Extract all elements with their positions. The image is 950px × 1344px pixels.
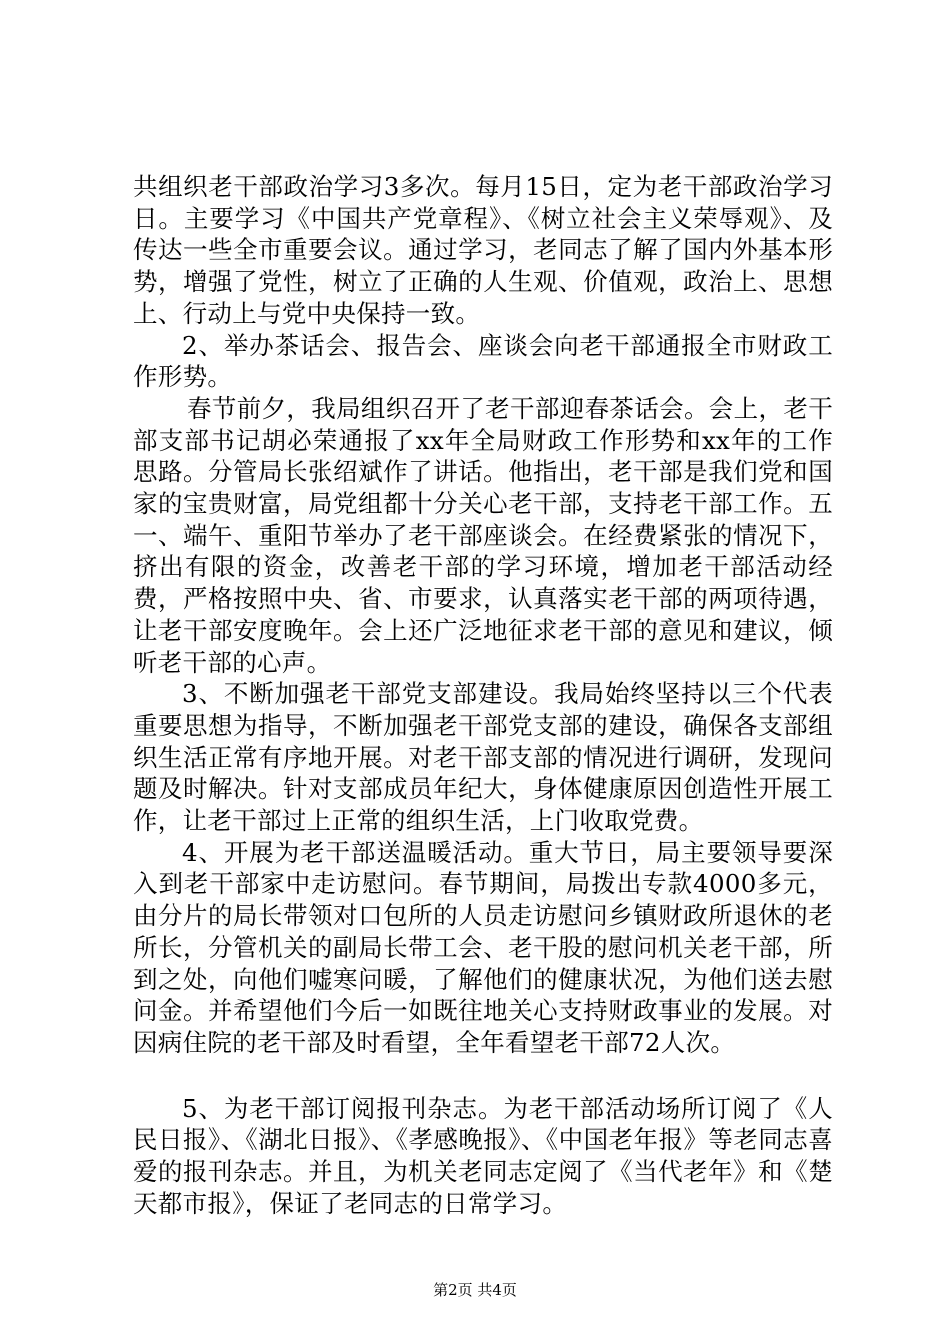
document-body [133,171,833,1220]
paragraph-spring-tea-party: 春节前夕，我局组织召开了老干部迎春茶话会。会上，老干部支部书记胡必荣通报了xx年全局财政工作形势和xx年的工作思路。分管局长张绍斌作了讲话。他指出，老干部是我们党和国家的宝贵财富，局党组都十分关心老干部，支持老干部工作。五一、端午、重阳节举办了老干部座谈会。在经费紧张的情况下，挤出有限的资金，改善老干部的学习环境，增加老干部活动经费，严格按照中央、省、市要求，认真落实老干部的两项待遇，让老干部安度晚年。会上还广泛地征求老干部的意见和建议，倾听老干部的心声。 [133,393,833,677]
paragraph-item-5-newspapers: 5、为老干部订阅报刊杂志。为老干部活动场所订阅了《人民日报》、《湖北日报》、《孝感晚报》、《中国老年报》等老同志喜爱的报刊杂志。并且，为机关老同志定阅了《当代老年》和《楚天都市报》，保证了老同志的日常学习。 [133,1093,833,1218]
page-number-footer: 第2页 共4页 [433,1281,517,1299]
paragraph-item-4-warmth-activity: 4、开展为老干部送温暖活动。重大节日，局主要领导要深入到老干部家中走访慰问。春节期间，局拨出专款4000多元，由分片的局长带领对口包所的人员走访慰问乡镇财政所退休的老所长，分管机关的副局长带工会、老干股的慰问机关老干部，所到之处，向他们嘘寒问暖，了解他们的健康状况，为他们送去慰问金。并希望他们今后一如既往地关心支持财政事业的发展。对因病住院的老干部及时看望，全年看望老干部72人次。 [133,837,833,1057]
paragraph-item-2-heading: 2、举办茶话会、报告会、座谈会向老干部通报全市财政工作形势。 [133,330,833,392]
paragraph-political-study: 共组织老干部政治学习3多次。每月15日，定为老干部政治学习日。主要学习《中国共产党章程》、《树立社会主义荣辱观》、及传达一些全市重要会议。通过学习，老同志了解了国内外基本形势，增强了党性，树立了正确的人生观、价值观，政治上、思想上、行动上与党中央保持一致。 [133,172,833,328]
paragraph-item-3-branch-building: 3、不断加强老干部党支部建设。我局始终坚持以三个代表重要思想为指导，不断加强老干部党支部的建设，确保各支部组织生活正常有序地开展。对老干部支部的情况进行调研，发现问题及时解决。针对支部成员年纪大，身体健康原因创造性开展工作，让老干部过上正常的组织生活，上门收取党费。 [133,679,833,836]
